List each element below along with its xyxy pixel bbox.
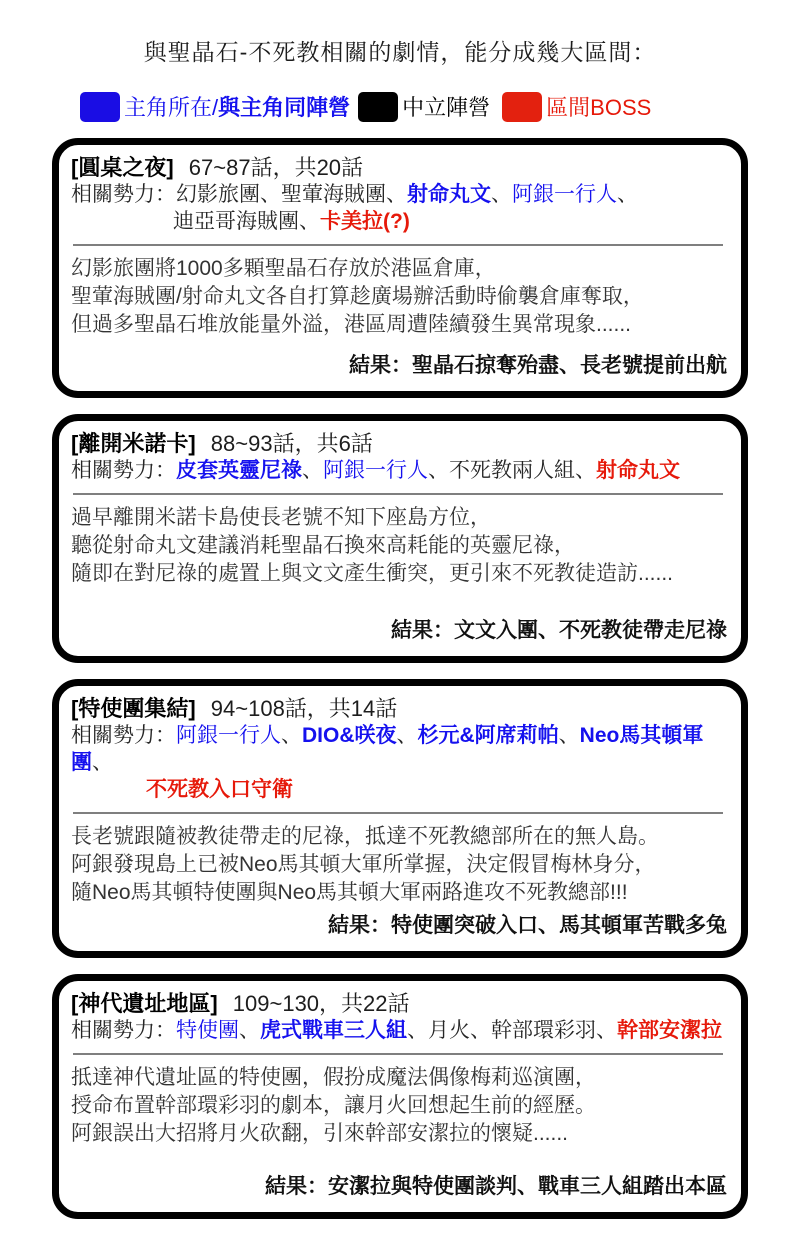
text-token: 、 [386, 183, 407, 206]
factions-line [71, 1017, 727, 1044]
section-title-line [71, 990, 727, 1017]
faction-list [176, 459, 680, 482]
result-line: 結果：特使團突破入口、馬其頓軍苦戰多兔 [328, 914, 727, 937]
legend-item-neutral [358, 91, 490, 122]
text-token: 、 [470, 1019, 491, 1042]
section-box-leaving-minorca [52, 414, 748, 663]
text-token: 皮套英靈尼祿 [176, 459, 302, 482]
legend-item-neutral-label [402, 91, 490, 122]
text-token: 、 [558, 724, 580, 747]
body-line: 幻影旅團將1000多顆聖晶石存放於港區倉庫， [71, 257, 496, 280]
text-token: 不死教入口守衛 [146, 778, 293, 801]
text-token: 杉元&阿席莉帕 [417, 724, 559, 747]
text-token: 、 [575, 459, 596, 482]
text-token: 、 [428, 459, 449, 482]
factions-label: 相關勢力： [71, 1019, 176, 1042]
section-title-line [71, 430, 727, 457]
episode-range: 94~108話，共14話 [210, 696, 398, 721]
section-name: [神代遺址地區] [71, 991, 218, 1016]
section-divider [73, 244, 723, 246]
text-token: 主角所在/ [124, 95, 219, 120]
text-token: Neo馬其頓軍團 [71, 724, 704, 774]
section-box-envoy-assembly [52, 679, 748, 958]
ally-color-swatch-icon [80, 92, 120, 122]
text-token: 、 [260, 183, 281, 206]
section-divider [73, 1053, 723, 1055]
text-token: 幻影旅團 [176, 183, 260, 206]
factions-label: 相關勢力： [71, 459, 176, 482]
section-body [71, 255, 727, 339]
factions-line-continuation [71, 776, 727, 803]
page [0, 34, 800, 1234]
section-name: [圓桌之夜] [71, 155, 174, 180]
text-token: 聖葷海賊團 [281, 183, 386, 206]
text-token: 、 [617, 183, 638, 206]
text-token: 、 [299, 210, 320, 233]
body-line: 聽從射命丸文建議消耗聖晶石換來高耗能的英靈尼祿， [71, 534, 575, 557]
section-divider [73, 493, 723, 495]
page-title: 與聖晶石-不死教相關的劇情，能分成幾大區間： [143, 39, 657, 65]
body-line: 聖葷海賊團/射命丸文各自打算趁廣場辦活動時偷襲倉庫奪取， [71, 285, 644, 308]
section-body [71, 504, 727, 588]
body-line: 過早離開米諾卡島使長老號不知下座島方位， [71, 506, 491, 529]
legend-item-ally-label [124, 91, 350, 122]
episode-range: 67~87話，共20話 [188, 155, 364, 180]
text-token: 、 [491, 183, 512, 206]
text-token: 、 [92, 751, 113, 774]
factions-line [71, 722, 727, 776]
legend-item-boss-label [546, 91, 651, 122]
factions-label: 相關勢力： [71, 724, 176, 747]
body-line: 阿銀誤出大招將月火砍翻，引來幹部安潔拉的懷疑...... [71, 1122, 569, 1145]
result-line: 結果：聖晶石掠奪殆盡、長老號提前出航 [349, 354, 727, 377]
section-box-round-table-night [52, 138, 748, 398]
faction-list [176, 183, 638, 206]
episode-range: 88~93話，共6話 [210, 431, 373, 456]
text-token: 、 [302, 459, 323, 482]
text-token: 幹部環彩羽 [491, 1019, 596, 1042]
body-line: 但過多聖晶石堆放能量外溢，港區周遭陸續發生異常現象...... [71, 313, 632, 336]
text-token: 虎式戰車三人組 [260, 1019, 407, 1042]
legend-item-boss [502, 91, 651, 122]
section-name: [特使團集結] [71, 696, 196, 721]
text-token: 阿銀一行人 [323, 459, 428, 482]
section-title-line [71, 695, 727, 722]
text-token: 、 [396, 724, 418, 747]
text-token: DIO&咲夜 [302, 724, 397, 747]
episode-range: 109~130，共22話 [232, 991, 410, 1016]
faction-list [176, 1019, 722, 1042]
text-token: 卡美拉(?) [320, 210, 410, 233]
text-token: 阿銀一行人 [176, 724, 281, 747]
body-line: 阿銀發現島上已被Neo馬其頓大軍所掌握，決定假冒梅林身分， [71, 853, 656, 876]
text-token: 、 [596, 1019, 617, 1042]
text-token: 中立陣營 [402, 95, 491, 120]
factions-label: 相關勢力： [71, 183, 176, 206]
text-token: 幹部安潔拉 [617, 1019, 722, 1042]
text-token: 射命丸文 [407, 183, 491, 206]
boss-color-swatch-icon [502, 92, 542, 122]
text-token: 月火 [428, 1019, 470, 1042]
factions-line [71, 181, 727, 208]
text-token: 、 [407, 1019, 428, 1042]
text-token: 、 [281, 724, 302, 747]
text-token: 迪亞哥海賊團 [173, 210, 299, 233]
factions-line-continuation [71, 208, 727, 235]
text-token: 射命丸文 [596, 459, 680, 482]
text-token: 區間BOSS [546, 95, 652, 120]
text-token: 阿銀一行人 [512, 183, 617, 206]
text-token: 、 [239, 1019, 260, 1042]
section-title-line [71, 154, 727, 181]
body-line: 抵達神代遺址區的特使團，假扮成魔法偶像梅莉巡演團， [71, 1066, 596, 1089]
text-token: 不死教兩人組 [449, 459, 575, 482]
section-box-divine-ruins-area [52, 974, 748, 1219]
result-line: 結果：安潔拉與特使團談判、戰車三人組踏出本區 [265, 1175, 727, 1198]
result-line: 結果：文文入團、不死教徒帶走尼祿 [391, 619, 727, 642]
text-token: 特使團 [176, 1019, 239, 1042]
body-line: 授命布置幹部環彩羽的劇本，讓月火回想起生前的經歷。 [71, 1094, 596, 1117]
legend [80, 91, 800, 122]
section-divider [73, 812, 723, 814]
legend-item-ally [80, 91, 350, 122]
body-line: 隨Neo馬其頓特使團與Neo馬其頓大軍兩路進攻不死教總部!!! [71, 881, 628, 904]
section-body [71, 1064, 727, 1148]
section-name: [離開米諾卡] [71, 431, 196, 456]
body-line: 長老號跟隨被教徒帶走的尼祿，抵達不死教總部所在的無人島。 [71, 825, 659, 848]
neutral-color-swatch-icon [358, 92, 398, 122]
text-token: 與主角同陣營 [218, 95, 351, 120]
section-body [71, 823, 727, 907]
factions-line [71, 457, 727, 484]
body-line: 隨即在對尼祿的處置上與文文產生衝突，更引來不死教徒造訪...... [71, 562, 674, 585]
